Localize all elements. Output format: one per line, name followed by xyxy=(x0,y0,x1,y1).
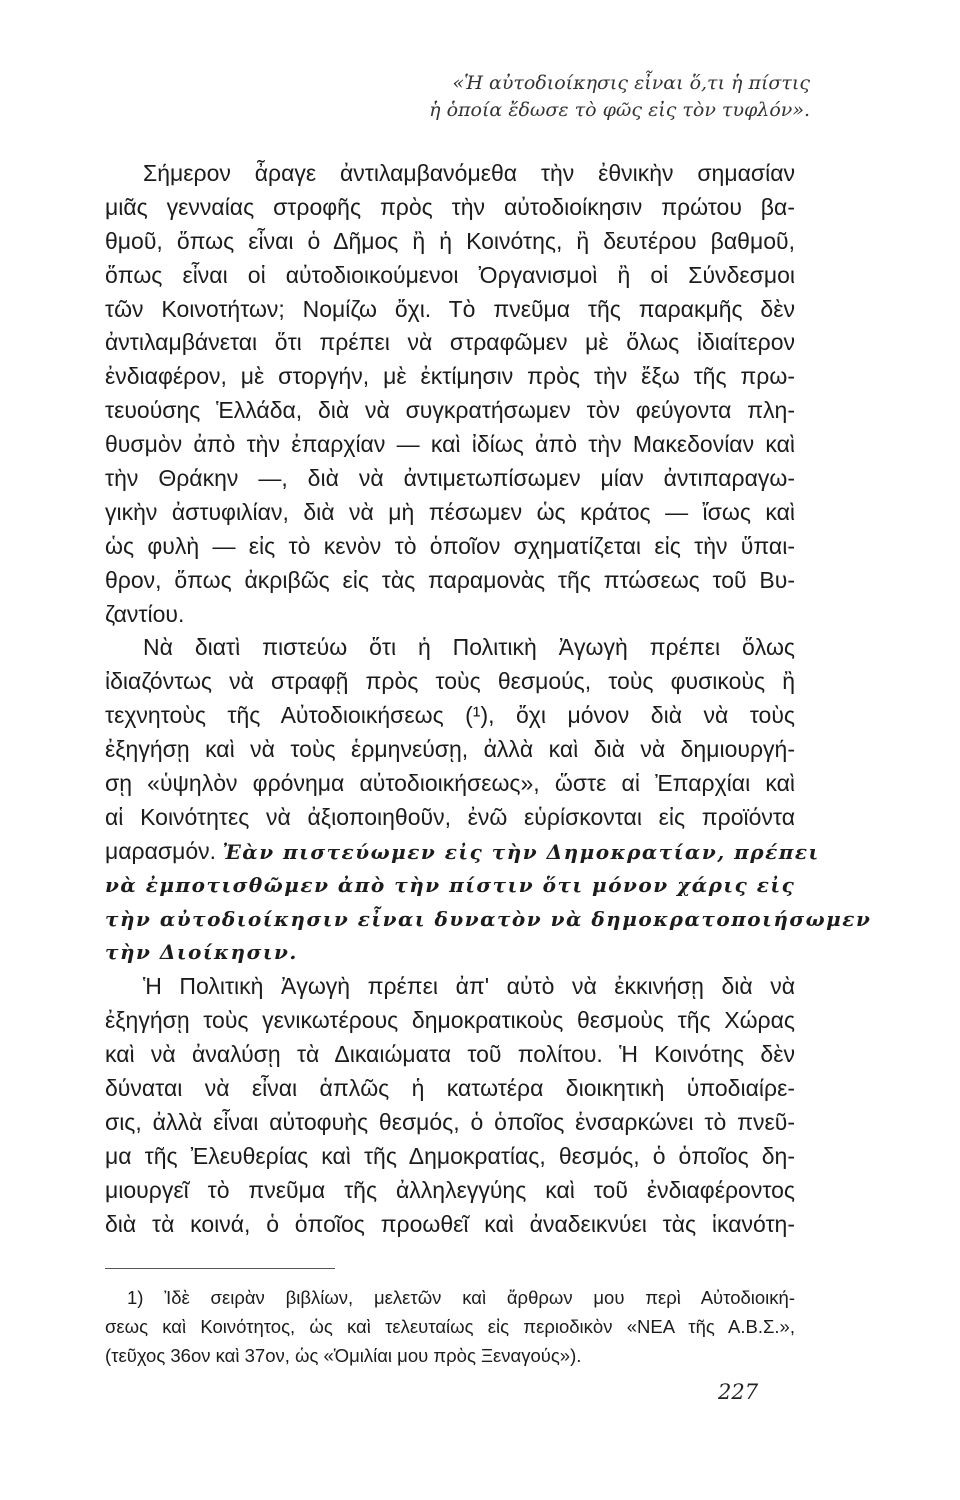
main-text xyxy=(105,157,872,1242)
text-line: ἀντιλαμβάνεται ὅτι πρέπει νὰ στραφῶμεν μὲ ὅλως ἰδιαίτερον xyxy=(105,329,795,356)
emphasis-text: Ἐὰν πιστεύωμεν εἰς τὴν Δημοκρατίαν, πρέπει xyxy=(222,839,820,864)
text-line: ἰδιαζόντως νὰ στραφῇ πρὸς τοὺς θεσμούς, τοὺς φυσικοὺς ἢ xyxy=(105,668,795,695)
text-line: Σήμερον ἆραγε ἀντιλαμβανόμεθα τὴν ἐθνικὴν σημασίαν xyxy=(143,160,795,186)
text-line: θρον, ὅπως ἀκριβῶς εἰς τὰς παραμονὰς τῆς πτώσεως τοῦ Βυ- xyxy=(105,566,795,593)
text-line: ἐνδιαφέρον, μὲ στοργήν, μὲ ἐκτίμησιν πρὸς τὴν ἔξω τῆς πρω- xyxy=(105,363,795,390)
epigraph-line: «Ἡ αὐτοδιοίκησις εἶναι ὅ,τι ἡ πίστις xyxy=(452,72,810,94)
emphasis-line: τὴν αὐτοδιοίκησιν εἶναι δυνατὸν νὰ δημοκρατοποιήσωμεν xyxy=(105,906,872,931)
emphasis-line: νὰ ἐμποτισθῶμεν ἀπὸ τὴν πίστιν ὅτι μόνον χάρις εἰς xyxy=(105,872,796,897)
footnote-line: (τεῦχος 36ον καὶ 37ον, ὡς «Ὁμιλίαι μου πρὸς Ξεναγούς»). xyxy=(105,1345,582,1366)
text-line: καὶ νὰ ἀναλύσῃ τὰ Δικαιώματα τοῦ πολίτου. Ἡ Κοινότης δὲν xyxy=(105,1041,795,1068)
text-line: αἱ Κοινότητες νὰ ἀξιοποιηθοῦν, ἐνῶ εὑρίσκονται εἰς προϊόντα xyxy=(105,803,795,830)
epigraph-line: ἡ ὁποία ἔδωσε τὸ φῶς εἰς τὸν τυφλόν». xyxy=(429,99,810,121)
text-line: Ἡ Πολιτικὴ Ἀγωγὴ πρέπει ἀπ' αὐτὸ νὰ ἐκκινήσῃ διὰ νὰ xyxy=(143,973,795,1000)
text-line: ὡς φυλὴ — εἰς τὸ κενὸν τὸ ὁποῖον σχηματίζεται εἰς τὴν ὕπαι- xyxy=(105,532,795,559)
text-line: ἐξηγήσῃ τοὺς γενικωτέρους δημοκρατικοὺς θεσμοὺς τῆς Χώρας xyxy=(105,1007,795,1034)
epigraph xyxy=(290,70,810,124)
text-line: τὴν Θράκην —, διὰ νὰ ἀντιμετωπίσωμεν μίαν ἀντιπαραγω- xyxy=(105,465,795,492)
footnote-line: 1) Ἰδὲ σειρὰν βιβλίων, μελετῶν καὶ ἄρθρων μου περὶ Αὐτοδιοική- xyxy=(127,1287,795,1308)
text-line: σῃ «ὑψηλὸν φρόνημα αὐτοδιοικήσεως», ὥστε αἱ Ἐπαρχίαι καὶ xyxy=(105,770,795,797)
footnote xyxy=(105,1283,795,1370)
text-line: τεχνητοὺς τῆς Αὐτοδιοικήσεως (¹), ὄχι μόνον διὰ νὰ τοὺς xyxy=(105,702,795,729)
text-line: τῶν Κοινοτήτων; Νομίζω ὄχι. Τὸ πνεῦμα τῆς παρακμῆς δὲν xyxy=(105,295,795,322)
text-line: μα τῆς Ἐλευθερίας καὶ τῆς Δημοκρατίας, θεσμός, ὁ ὁποῖος δη- xyxy=(105,1142,795,1169)
text-line: ζαντίου. xyxy=(105,600,185,627)
text-line: θυσμὸν ἀπὸ τὴν ἐπαρχίαν — καὶ ἰδίως ἀπὸ τὴν Μακεδονίαν καὶ xyxy=(105,431,795,458)
emphasis-line: τὴν Διοίκησιν. xyxy=(105,940,298,965)
text-line: διὰ τὰ κοινά, ὁ ὁποῖος προωθεῖ καὶ ἀναδεικνύει τὰς ἱκανότη- xyxy=(105,1210,795,1237)
footnote-line: σεως καὶ Κοινότητος, ὡς καὶ τελευταίως εἰς περιοδικὸν «ΝΕΑ τῆς Α.Β.Σ.», xyxy=(105,1316,795,1337)
text-line: θμοῦ, ὅπως εἶναι ὁ Δῆμος ἢ ἡ Κοινότης, ἢ δευτέρου βαθμοῦ, xyxy=(105,227,795,254)
page-number: 227 xyxy=(718,1380,759,1404)
text-line: ὅπως εἶναι οἱ αὐτοδιοικούμενοι Ὀργανισμοὶ ἢ οἱ Σύνδεσμοι xyxy=(105,261,795,288)
text-line: γικὴν ἀστυφιλίαν, διὰ νὰ μὴ πέσωμεν ὡς κράτος — ἴσως καὶ xyxy=(105,498,795,525)
footnote-divider xyxy=(105,1268,335,1269)
text-segment: μαρασμόν. xyxy=(105,837,217,864)
text-line: Νὰ διατὶ πιστεύω ὅτι ἡ Πολιτικὴ Ἀγωγὴ πρέπει ὅλως xyxy=(143,634,795,661)
text-line: ἐξηγήσῃ καὶ νὰ τοὺς ἑρμηνεύσῃ, ἀλλὰ καὶ διὰ νὰ δημιουργή- xyxy=(105,736,795,763)
text-line: τευούσης Ἑλλάδα, διὰ νὰ συγκρατήσωμεν τὸν φεύγοντα πλη- xyxy=(105,397,795,424)
text-line: σις, ἀλλὰ εἶναι αὐτοφυὴς θεσμός, ὁ ὁποῖος ἐνσαρκώνει τὸ πνεῦ- xyxy=(105,1108,795,1135)
text-line-mixed xyxy=(105,835,820,869)
text-line: μιουργεῖ τὸ πνεῦμα τῆς ἀλληλεγγύης καὶ τοῦ ἐνδιαφέροντος xyxy=(105,1176,795,1203)
text-line: μιᾶς γενναίας στροφῆς πρὸς τὴν αὐτοδιοίκησιν πρώτου βα- xyxy=(105,193,795,220)
text-line: δύναται νὰ εἶναι ἁπλῶς ἡ κατωτέρα διοικητικὴ ὑποδιαίρε- xyxy=(105,1075,795,1102)
